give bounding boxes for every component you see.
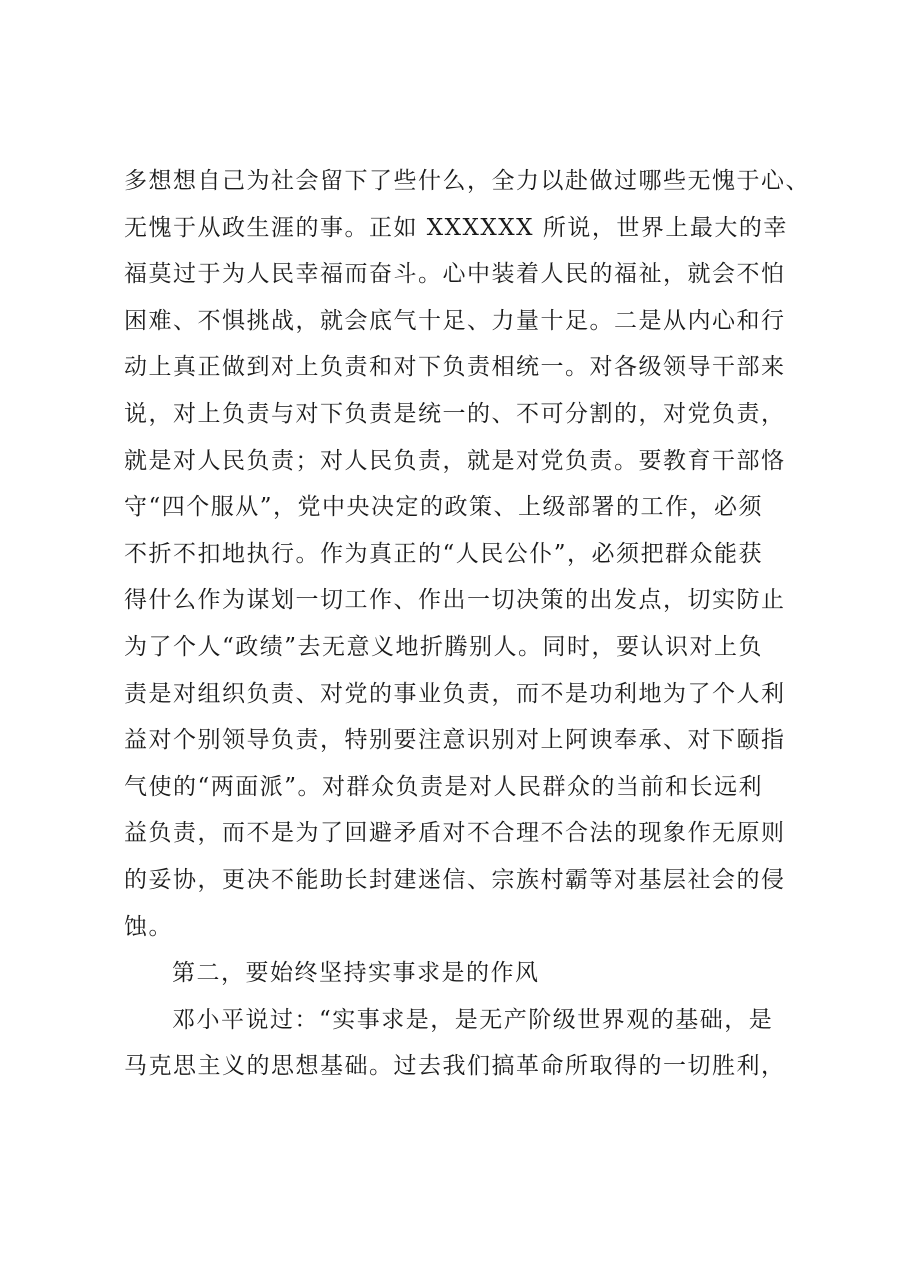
text-line: 说，对上负责与对下负责是统一的、不可分割的，对党负责， [124, 400, 786, 427]
text-line: 不折不扣地执行。作为真正的“人民公仆”，必须把群众能获 [124, 540, 764, 567]
text-line: 气使的“两面派”。对群众负责是对人民群众的当前和长远利 [124, 773, 764, 800]
text-line: 益负责，而不是为了回避矛盾对不合理不合法的现象作无原则 [124, 820, 786, 847]
document-body [124, 158, 810, 1090]
text-line: 为了个人“政绩”去无意义地折腾别人。同时，要认识对上负 [124, 633, 764, 660]
text-line: 马克思主义的思想基础。过去我们搞革命所取得的一切胜利， [124, 1053, 786, 1080]
text-line: 守“四个服从”，党中央决定的政策、上级部署的工作，必须 [124, 494, 764, 521]
text-line: 无愧于从政生涯的事。正如 XXXXXX 所说，世界上最大的幸 [124, 214, 788, 241]
text-line: 责是对组织负责、对党的事业负责，而不是功利地为了个人利 [124, 680, 786, 707]
text-line: 邓小平说过：“实事求是，是无产阶级世界观的基础，是 [172, 1006, 774, 1033]
text-line: 益对个别领导负责，特别要注意识别对上阿谀奉承、对下颐指 [124, 727, 786, 754]
text-line: 多想想自己为社会留下了些什么，全力以赴做过哪些无愧于心、 [124, 168, 810, 194]
text-line: 福莫过于为人民幸福而奋斗。心中装着人民的福祉，就会不怕 [124, 261, 786, 288]
text-line: 得什么作为谋划一切工作、作出一切决策的出发点，切实防止 [124, 587, 786, 614]
text-line: 动上真正做到对上负责和对下负责相统一。对各级领导干部来 [124, 354, 786, 381]
section-heading: 第二，要始终坚持实事求是的作风 [172, 960, 540, 987]
text-line: 困难、不惧挑战，就会底气十足、力量十足。二是从内心和行 [124, 307, 786, 334]
text-line: 蚀。 [124, 913, 173, 940]
text-line: 就是对人民负责；对人民负责，就是对党负责。要教育干部恪 [124, 447, 786, 474]
text-line: 的妥协，更决不能助长封建迷信、宗族村霸等对基层社会的侵 [124, 866, 786, 893]
